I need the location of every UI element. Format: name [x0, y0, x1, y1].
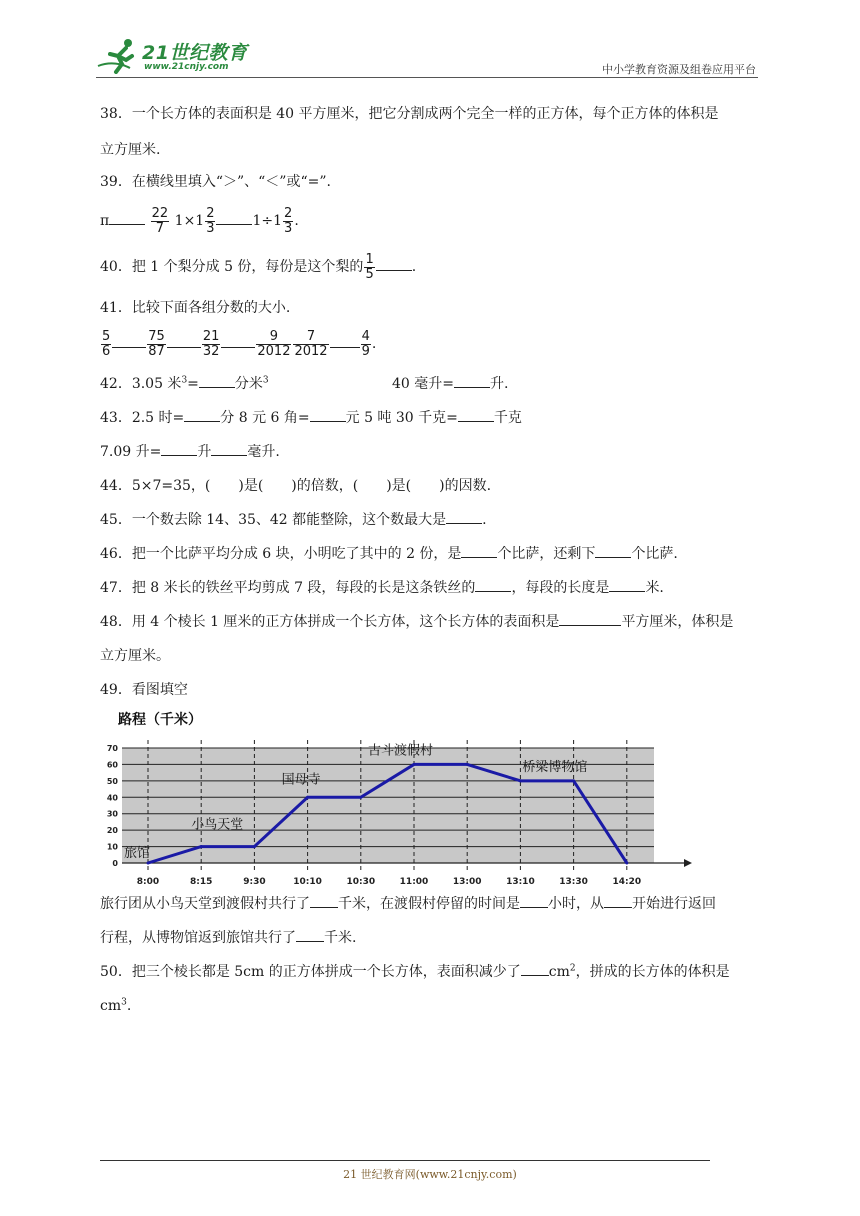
x-tick-label: 13:00 — [452, 877, 482, 887]
data-point — [466, 763, 469, 766]
runner-logo-icon — [96, 36, 142, 74]
y-tick-label: 50 — [106, 776, 118, 786]
data-point — [306, 796, 309, 799]
question-49-text-line1: 旅行团从小鸟天堂到渡假村共行了 千米，在渡假村停留的时间是 小时，从 开始进行返回 — [100, 896, 716, 912]
question-48-line2: 立方厘米。 — [100, 648, 170, 664]
question-48: 48．用 4 个棱长 1 厘米的正方体拼成一个长方体，这个长方体的表面积是 平方厘米，体积是 — [100, 614, 734, 630]
route-distance-chart — [98, 706, 698, 892]
question-39-expr: π $\frac{22}{7}$ 1×1 $\frac{2}{3}$ 1÷1 $\frac{2}{3}$ . — [100, 205, 299, 236]
fraction: $\frac{75}{87}$ — [148, 328, 165, 359]
answer-blank[interactable] — [604, 894, 632, 908]
answer-blank[interactable] — [112, 334, 146, 348]
y-tick-label: 70 — [106, 744, 118, 753]
question-45: 45．一个数去除 14、35、42 都能整除，这个数最大是 . — [100, 512, 487, 528]
question-42-part2: 40 毫升= 升. — [392, 376, 509, 392]
answer-blank[interactable] — [521, 962, 549, 976]
data-point — [413, 763, 416, 766]
answer-blank[interactable] — [595, 544, 631, 558]
question-43-line2: 7.09 升= 升 毫升. — [100, 444, 280, 460]
question-39: 39．在横线里填入“＞”、“＜”或“=”. — [100, 174, 331, 190]
fraction: $\frac{4}{9}$ — [361, 328, 370, 359]
logo — [96, 36, 266, 76]
fraction: $\frac{2}{3}$ — [284, 205, 293, 236]
fraction: $\frac{1}{5}$ — [365, 251, 374, 282]
answer-blank[interactable] — [167, 334, 201, 348]
x-tick-label: 11:00 — [399, 877, 429, 887]
chart-annotation: 国母寺 — [281, 772, 321, 788]
fraction: $\frac{2}{3}$ — [206, 205, 215, 236]
answer-blank[interactable] — [376, 257, 412, 271]
y-tick-label: 60 — [106, 760, 118, 770]
answer-blank[interactable] — [520, 894, 548, 908]
answer-blank[interactable] — [310, 408, 346, 422]
x-tick-label: 9:30 — [243, 877, 266, 887]
data-point — [147, 862, 150, 865]
answer-blank[interactable] — [609, 578, 645, 592]
y-tick-label: 30 — [106, 809, 118, 819]
answer-blank[interactable] — [454, 374, 490, 388]
answer-blank[interactable] — [109, 211, 145, 225]
question-42: 42．3.05 米$^3$= 分米$^3$ — [100, 375, 269, 392]
question-43: 43．2.5 时= 分 8 元 6 角= 元 5 吨 30 千克= 千克 — [100, 410, 522, 426]
question-40: 40．把 1 个梨分成 5 份，每份是这个梨的 $\frac{1}{5}$ . — [100, 251, 417, 282]
y-tick-label: 0 — [112, 859, 118, 868]
answer-blank[interactable] — [310, 894, 338, 908]
question-44: 44．5×7=35，( )是( )的倍数，( )是( )的因数. — [100, 478, 492, 494]
data-point — [519, 779, 522, 782]
question-50: 50．把三个棱长都是 5cm 的正方体拼成一个长方体，表面积减少了 $cm^2$，拼成的长方体的体积是 — [100, 963, 730, 980]
answer-blank[interactable] — [199, 374, 235, 388]
chart-annotation: 小鸟天堂 — [191, 817, 244, 833]
page-footer: 21 世纪教育网(www.21cnjy.com) — [343, 1168, 517, 1181]
answer-blank[interactable] — [475, 578, 511, 592]
answer-blank[interactable] — [461, 544, 497, 558]
y-axis-label: 路程（千米） — [118, 712, 202, 728]
answer-blank[interactable] — [161, 442, 197, 456]
x-tick-label: 8:15 — [190, 877, 213, 887]
question-38-line1: 38．一个长方体的表面积是 40 平方厘米，把它分割成两个完全一样的正方体，每个正方体的体积是 — [100, 106, 719, 122]
answer-blank[interactable] — [559, 612, 621, 626]
chart-annotation: 旅馆 — [124, 846, 151, 861]
question-47: 47．把 8 米长的铁丝平均剪成 7 段，每段的长是这条铁丝的 ，每段的长度是 米. — [100, 580, 664, 596]
fraction: $\frac{21}{32}$ — [202, 328, 220, 359]
answer-blank[interactable] — [221, 334, 255, 348]
footer-divider — [100, 1160, 710, 1161]
answer-blank[interactable] — [184, 408, 220, 422]
answer-blank[interactable] — [446, 510, 482, 524]
page-header — [96, 30, 758, 80]
x-tick-label: 13:30 — [559, 877, 588, 887]
logo-text: 21世纪教育 — [142, 42, 248, 64]
header-divider — [96, 77, 758, 78]
fraction: $\frac{7}{2012}$ — [294, 328, 328, 359]
question-49-text-line2: 行程，从博物馆返到旅馆共行了 千米. — [100, 930, 357, 946]
data-point — [253, 845, 256, 848]
answer-blank[interactable] — [296, 928, 324, 942]
fraction: $\frac{22}{7}$ — [151, 205, 169, 236]
question-50-line2: $cm^3$. — [100, 997, 132, 1014]
answer-blank[interactable] — [458, 408, 494, 422]
x-tick-label: 8:00 — [136, 877, 160, 887]
answer-blank[interactable] — [211, 442, 247, 456]
answer-blank[interactable] — [330, 334, 360, 348]
data-point — [200, 845, 203, 848]
chart-annotation: 古斗渡假村 — [368, 743, 434, 759]
y-tick-label: 40 — [106, 793, 118, 803]
platform-name: 中小学教育资源及组卷应用平台 — [602, 63, 756, 76]
data-point — [359, 796, 362, 799]
data-point — [625, 862, 628, 865]
question-41-fractions: $\frac{5}{6}$ $\frac{75}{87}$ $\frac{21}{32}$ $\frac{9}{2012}$ $\frac{7}{2012}$ $\frac{4}{9}$ . — [102, 328, 377, 359]
x-tick-label: 13:10 — [506, 877, 535, 887]
chart-annotation: 桥梁博物馆 — [522, 759, 588, 775]
question-38-line2: 立方厘米. — [100, 142, 161, 158]
x-tick-label: 14:20 — [612, 877, 642, 887]
fraction: $\frac{5}{6}$ — [102, 328, 111, 359]
y-tick-label: 20 — [106, 826, 118, 836]
data-point — [572, 779, 575, 782]
logo-url: www.21cnjy.com — [144, 62, 229, 72]
question-49: 49．看图填空 — [100, 682, 188, 698]
x-tick-label: 10:30 — [346, 877, 376, 887]
y-tick-label: 10 — [106, 842, 118, 852]
question-41: 41．比较下面各组分数的大小. — [100, 300, 291, 316]
answer-blank[interactable] — [216, 211, 252, 225]
question-46: 46．把一个比萨平均分成 6 块，小明吃了其中的 2 份，是 个比萨，还剩下 个比萨. — [100, 546, 678, 562]
x-axis-arrow-icon — [684, 859, 692, 867]
x-tick-label: 10:10 — [293, 877, 322, 887]
fraction: $\frac{9}{2012}$ — [257, 328, 291, 359]
